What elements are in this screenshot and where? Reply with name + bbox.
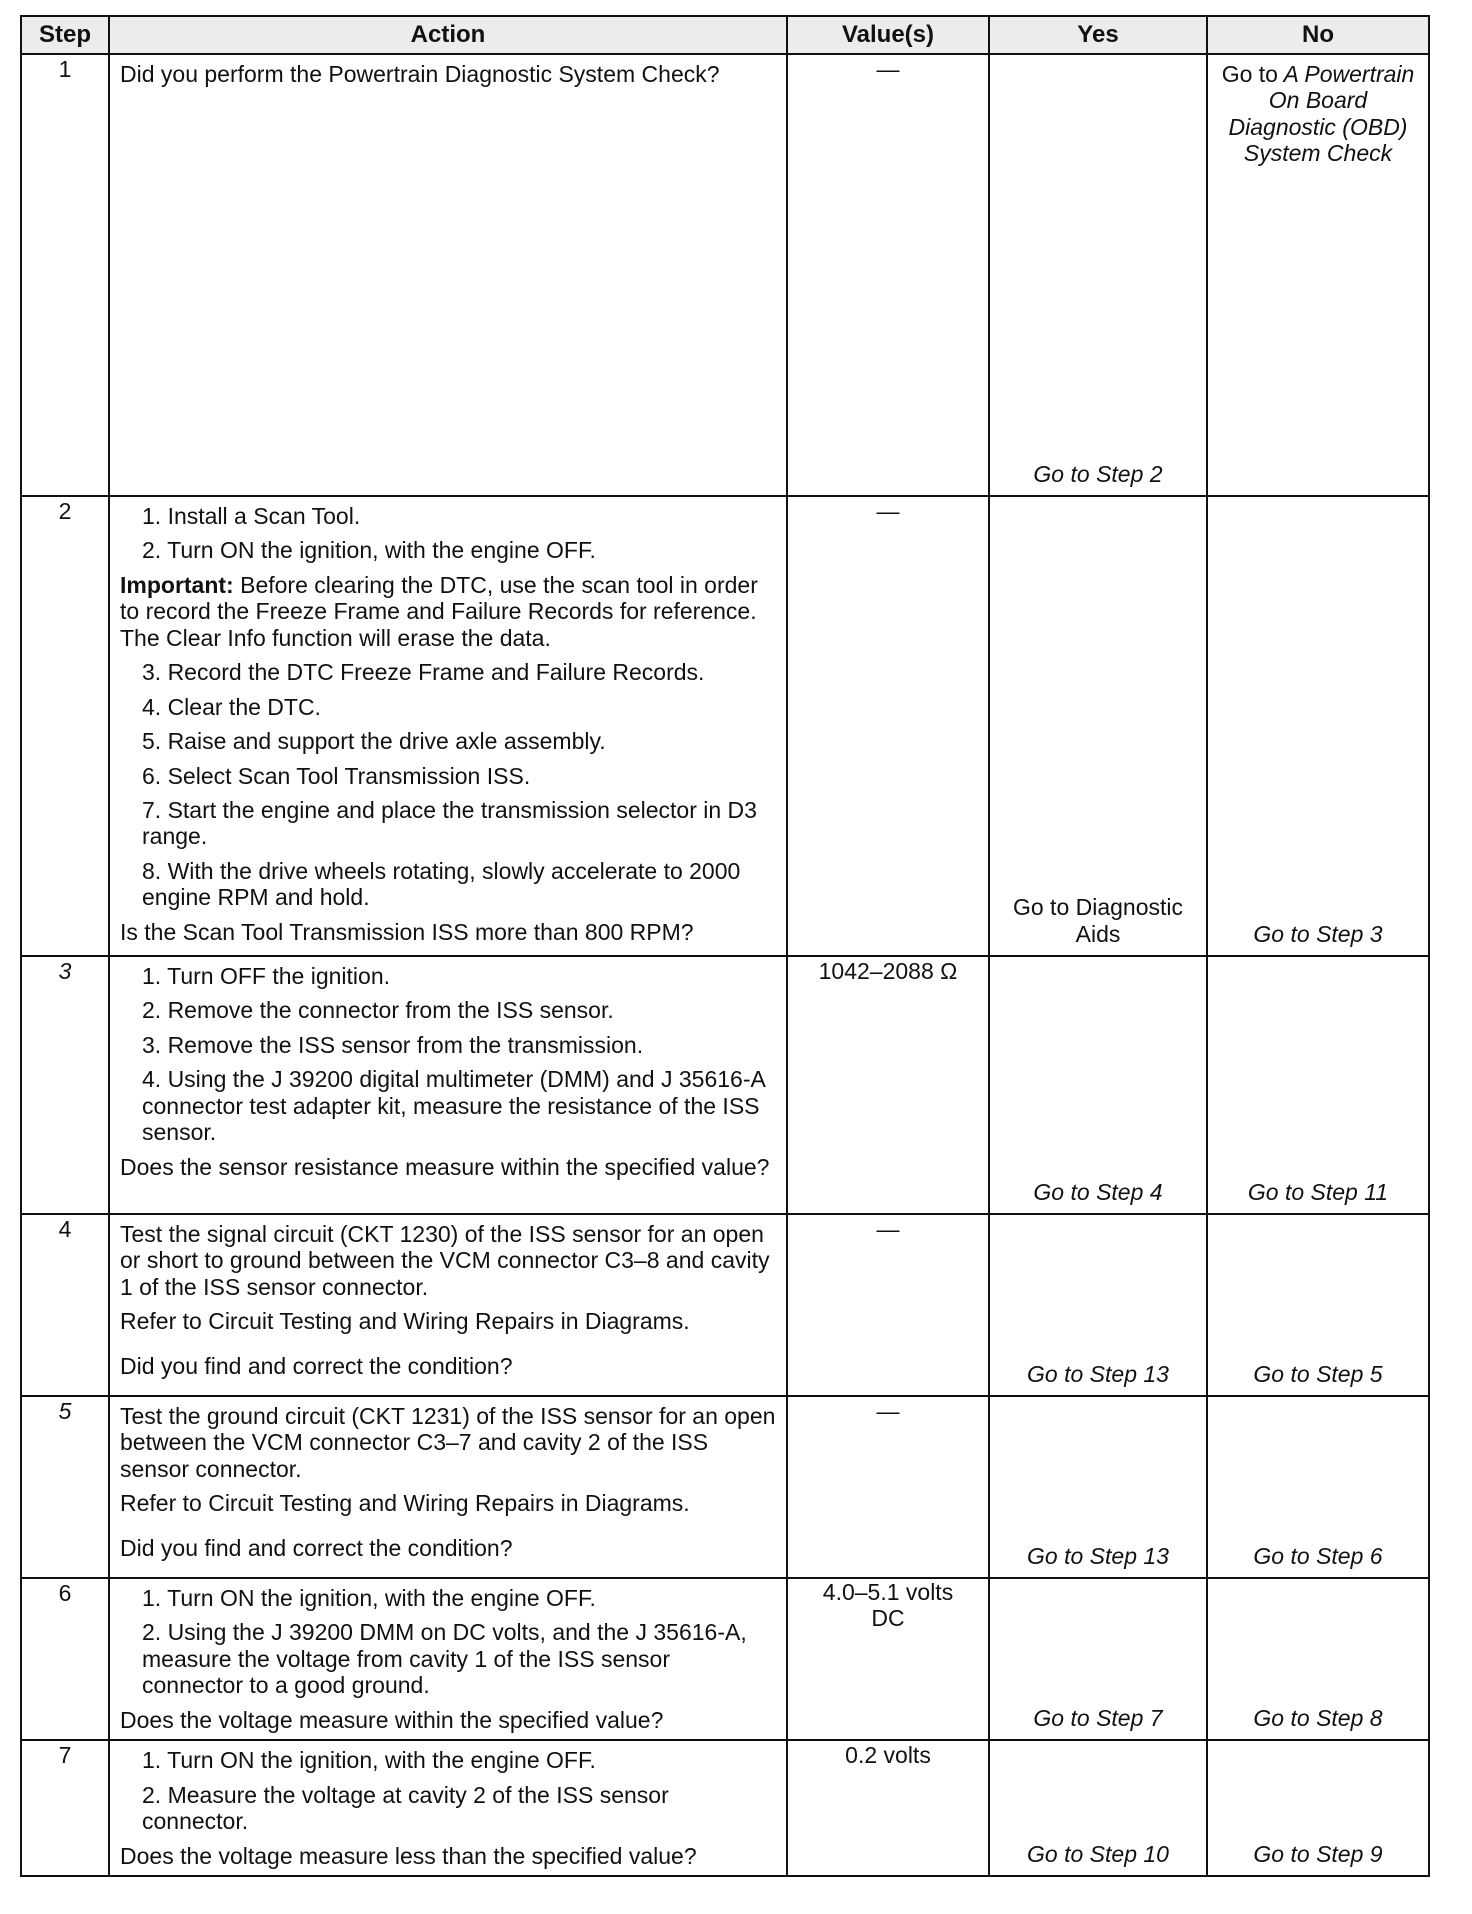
table-row [21,1214,1429,1396]
header-step: Step [21,16,109,54]
yes-cell [989,1740,1207,1876]
no-result: Go to Step 3 [1253,920,1383,947]
action-item: 1. Install a Scan Tool. [142,503,361,529]
action-item: 2. Remove the connector from the ISS sensor. [142,997,614,1024]
table-row [21,1578,1429,1740]
yes-cell [989,1396,1207,1578]
action-item: 2. Measure the voltage at cavity 2 of the ISS sensor connector. [142,1781,669,1835]
action-cell [109,1578,787,1740]
yes-cell [989,496,1207,956]
important-text: Before clearing the DTC, use the scan tool in order to record the Freeze Frame and Failure Records for reference. The Clear Info function will erase the data. [120,571,758,651]
action-cell [109,1396,787,1578]
yes-result: Go to Step 13 [1027,1542,1169,1569]
action-cell [109,54,787,496]
no-result: Go to Step 8 [1253,1704,1383,1731]
action-cell [109,496,787,956]
yes-result: Go to Step 4 [1033,1178,1163,1205]
action-item: 1. Turn ON the ignition, with the engine OFF. [142,1585,596,1611]
action-reference: Refer to Circuit Testing and Wiring Repairs in Diagrams. [120,1308,690,1335]
action-item: 3. Record the DTC Freeze Frame and Failure Records. [142,659,705,686]
no-result: Go to Step 6 [1253,1542,1383,1569]
action-cell [109,1740,787,1876]
action-question: Did you find and correct the condition? [120,1352,513,1379]
step-number: 1 [21,54,109,496]
table-row [21,496,1429,956]
action-item: 1. Turn ON the ignition, with the engine OFF. [142,1747,596,1774]
action-question: Does the voltage measure within the specified value? [120,1706,664,1733]
value-cell: — [787,1214,989,1396]
no-cell [1207,54,1429,496]
step-number: 7 [21,1740,109,1876]
action-question: Does the voltage measure less than the specified value? [120,1842,697,1869]
value-cell: — [787,496,989,956]
yes-result: Go to Step 7 [1033,1704,1163,1731]
no-cell [1207,956,1429,1214]
no-result [1208,55,1428,173]
action-item: 2. Using the J 39200 DMM on DC volts, and the J 35616-A, measure the voltage from cavity 1 of the ISS sensor connector to a good ground. [142,1619,747,1699]
table-row [21,54,1429,496]
step-number: 3 [21,956,109,1214]
action-reference: Refer to Circuit Testing and Wiring Repairs in Diagrams. [120,1490,690,1517]
action-text: Test the signal circuit (CKT 1230) of the ISS sensor for an open or short to ground between the VCM connector C3–8 and cavity 1 of the ISS sensor connector. [120,1221,770,1300]
action-item: 4. Clear the DTC. [142,693,321,720]
action-cell [109,1214,787,1396]
action-item: 6. Select Scan Tool Transmission ISS. [142,762,531,789]
important-label: Important: [120,571,234,598]
action-question: Does the sensor resistance measure within the specified value? [120,1153,770,1180]
step-number: 6 [21,1578,109,1740]
no-cell [1207,1578,1429,1740]
action-item: 2. Turn ON the ignition, with the engine OFF. [142,537,596,564]
value-cell: 4.0–5.1 volts DC [787,1578,989,1740]
header-row [21,16,1429,54]
action-item: 8. With the drive wheels rotating, slowly accelerate to 2000 engine RPM and hold. [142,857,741,911]
step-number: 5 [21,1396,109,1578]
yes-cell [989,956,1207,1214]
value-cell: — [787,54,989,496]
yes-result: Go to Step 13 [1027,1360,1169,1387]
no-cell [1207,1214,1429,1396]
value-cell: 0.2 volts [787,1740,989,1876]
header-values: Value(s) [787,16,989,54]
no-cell [1207,1396,1429,1578]
header-yes: Yes [989,16,1207,54]
no-cell [1207,496,1429,956]
no-cell [1207,1740,1429,1876]
no-result-ref: A Powertrain On Board Diagnostic (OBD) System Check [1228,61,1415,167]
action-item: 4. Using the J 39200 digital multimeter (DMM) and J 35616-A connector test adapter kit, measure the resistance of the ISS sensor. [142,1066,765,1146]
table-row [21,1740,1429,1876]
yes-result: Go to Diagnostic Aids [1012,894,1184,947]
header-action: Action [109,16,787,54]
action-question: Did you perform the Powertrain Diagnostic System Check? [120,61,720,87]
yes-cell [989,1214,1207,1396]
action-cell [109,956,787,1214]
yes-result: Go to Step 2 [1033,460,1163,487]
table-row [21,956,1429,1214]
header-no: No [1207,16,1429,54]
action-item: 7. Start the engine and place the transmission selector in D3 range. [142,796,757,850]
no-result: Go to Step 11 [1247,1178,1389,1205]
step-number: 4 [21,1214,109,1396]
no-result: Go to Step 5 [1253,1360,1383,1387]
action-item: 3. Remove the ISS sensor from the transmission. [142,1031,644,1058]
action-item: 1. Turn OFF the ignition. [142,963,391,989]
table-row [21,1396,1429,1578]
value-cell: 1042–2088 Ω [787,956,989,1214]
no-result: Go to Step 9 [1253,1840,1383,1867]
diagnostic-table [20,15,1430,1877]
important-note [120,572,776,651]
action-item: 5. Raise and support the drive axle assembly. [142,728,606,755]
action-question: Is the Scan Tool Transmission ISS more than 800 RPM? [120,918,694,945]
yes-cell [989,1578,1207,1740]
no-result-prefix: Go to [1221,61,1278,87]
step-number: 2 [21,496,109,956]
action-text: Test the ground circuit (CKT 1231) of the ISS sensor for an open between the VCM connector C3–7 and cavity 2 of the ISS sensor connector. [120,1403,776,1482]
action-question: Did you find and correct the condition? [120,1534,513,1561]
value-cell: — [787,1396,989,1578]
yes-result: Go to Step 10 [1027,1840,1169,1867]
yes-cell [989,54,1207,496]
